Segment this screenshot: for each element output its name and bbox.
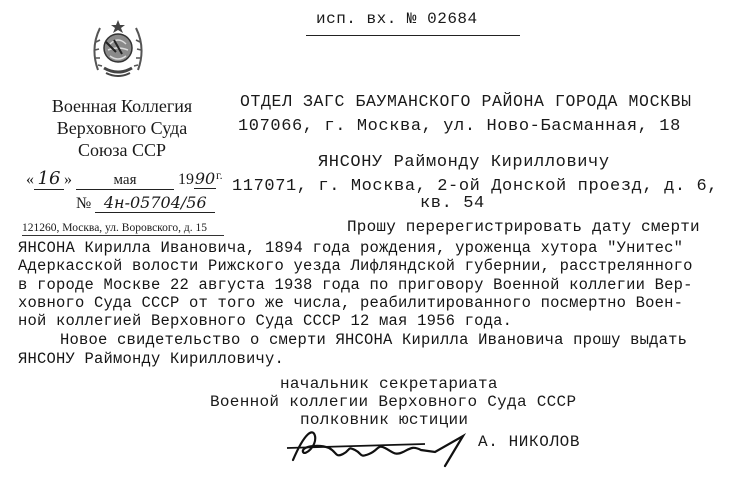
date-day: 16 xyxy=(34,168,64,190)
date-month: мая xyxy=(76,172,174,190)
date-line xyxy=(26,168,223,190)
body-line: ной коллегией Верховного Суда СССР 12 мая 1956 года. xyxy=(18,312,513,330)
incoming-number: исп. вх. № 02684 xyxy=(316,10,478,28)
org-address: 121260, Москва, ул. Воровского, д. 15 xyxy=(22,222,224,236)
signature-title-3: полковник юстиции xyxy=(300,411,469,429)
signature-title-2: Военной коллегии Верховного Суда СССР xyxy=(210,393,577,411)
doc-number-prefix: № xyxy=(76,195,92,212)
body-line: Прошу перерегистрировать дату смерти xyxy=(347,218,700,236)
body-line: в городе Москве 22 августа 1938 года по приговору Военной коллегии Вер- xyxy=(18,276,693,294)
body-line: ховного Суда СССР от того же числа, реабилитированного посмертно Воен- xyxy=(18,294,684,312)
body-line: ЯНСОНУ Раймонду Кирилловичу. xyxy=(18,350,285,368)
recipient-2-line-2: кв. 54 xyxy=(420,194,485,213)
doc-number-value: 4н-05704/56 xyxy=(95,193,215,213)
handwritten-signature xyxy=(285,422,485,472)
date-close-quote: » xyxy=(64,171,72,188)
body-line: Новое свидетельство о смерти ЯНСОНА Кирилла Ивановича прошу выдать xyxy=(60,331,688,349)
org-line-3: Союза ССР xyxy=(77,140,167,160)
recipient-2-name: ЯНСОНУ Раймонду Кирилловичу xyxy=(318,153,610,172)
date-year-g: г. xyxy=(216,168,223,182)
org-line-2: Верховного Суда xyxy=(56,118,188,138)
signature-name: А. НИКОЛОВ xyxy=(478,433,581,451)
state-emblem-icon xyxy=(90,18,146,82)
incoming-number-underline xyxy=(306,35,520,36)
body-line: ЯНСОНА Кирилла Ивановича, 1894 года рождения, уроженца хутора "Унитес" xyxy=(18,239,684,257)
date-year-suffix: 90 xyxy=(194,169,216,188)
body-line: Адеркасской волости Рижского уезда Лифляндской губернии, расстрелянного xyxy=(18,257,693,275)
doc-number-line xyxy=(76,193,215,213)
date-year-prefix: 19 xyxy=(178,171,194,188)
signature-title-1: начальник секретариата xyxy=(280,375,498,393)
recipient-1-line-2: 107066, г. Москва, ул. Ново-Басманная, 18 xyxy=(238,117,681,136)
recipient-2-line-1: 117071, г. Москва, 2-ой Донской проезд, д. 6, xyxy=(232,177,719,196)
date-open-quote: « xyxy=(26,171,34,188)
org-line-1: Военная Коллегия xyxy=(51,96,193,116)
recipient-1-line-1: ОТДЕЛ ЗАГС БАУМАНСКОГО РАЙОНА ГОРОДА МОСКВЫ xyxy=(240,92,692,111)
